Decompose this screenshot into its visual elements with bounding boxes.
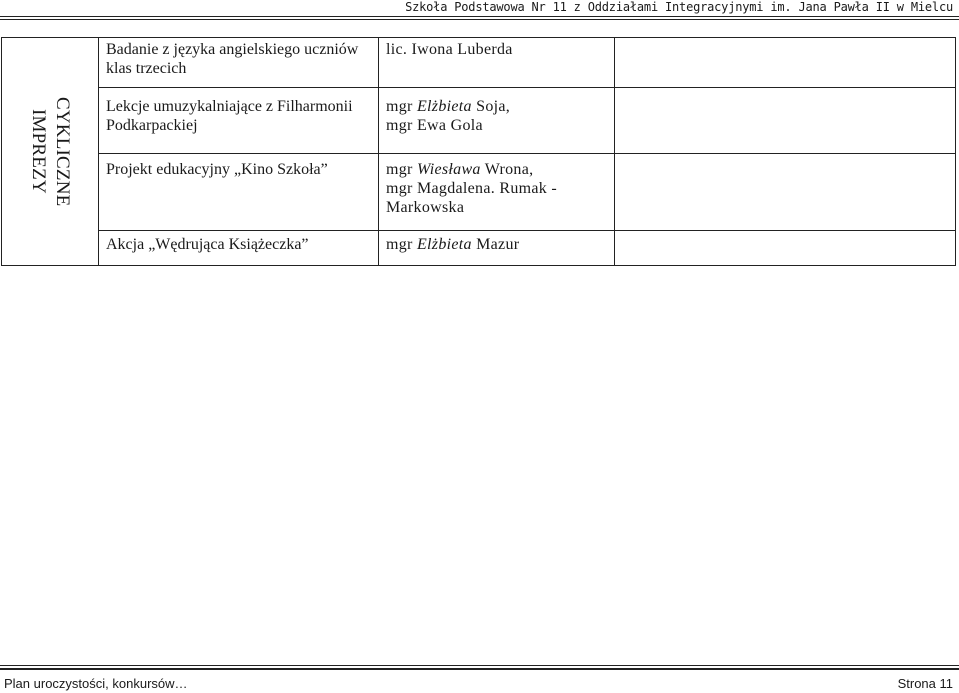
person-first-name: Elżbieta [416, 236, 472, 253]
person-cell [379, 154, 615, 231]
category-line-2: CYKLICZNE [52, 96, 73, 207]
footer-rule-thick [0, 668, 959, 670]
category-line-1: IMPREZY [28, 109, 49, 194]
person-last-name: Soja, [471, 98, 511, 115]
empty-cell [615, 88, 956, 154]
person-name-second: mgr Magdalena. Rumak - Markowska [386, 180, 557, 216]
event-cell: Projekt edukacyjny „Kino Szkoła” [99, 154, 379, 231]
table-row [2, 88, 956, 154]
header-rule [0, 16, 959, 17]
person-cell [379, 231, 615, 266]
category-cell [2, 38, 99, 266]
table-row [2, 154, 956, 231]
person-cell [379, 88, 615, 154]
person-cell [379, 38, 615, 88]
person-name-second: mgr Ewa Gola [386, 117, 483, 134]
person-title: mgr [386, 161, 417, 178]
person-title: mgr [386, 98, 417, 115]
event-cell: Badanie z języka angielskiego uczniów klas trzecich [99, 38, 379, 88]
empty-cell [615, 231, 956, 266]
empty-cell [615, 154, 956, 231]
header-rule-secondary [0, 19, 959, 20]
person-first-name: Elżbieta [416, 98, 472, 115]
person-last-name: Wrona, [480, 161, 534, 178]
person-first-name: Wiesława [416, 161, 481, 178]
person-last-name: Mazur [471, 236, 520, 253]
event-cell: Lekcje umuzykalniające z Filharmonii Podkarpackiej [99, 88, 379, 154]
document-header: Szkoła Podstawowa Nr 11 z Oddziałami Integracyjnymi im. Jana Pawła II w Mielcu [405, 0, 953, 14]
events-table [1, 37, 956, 266]
page-number: Strona 11 [897, 676, 953, 691]
person-title: mgr [386, 236, 417, 253]
event-cell: Akcja „Wędrująca Książeczka” [99, 231, 379, 266]
footer-title: Plan uroczystości, konkursów… [4, 676, 188, 691]
category-label [2, 40, 98, 263]
empty-cell [615, 38, 956, 88]
person-name: lic. Iwona Luberda [386, 41, 513, 58]
table-row [2, 38, 956, 88]
footer-rule [0, 665, 959, 666]
table-row [2, 231, 956, 266]
